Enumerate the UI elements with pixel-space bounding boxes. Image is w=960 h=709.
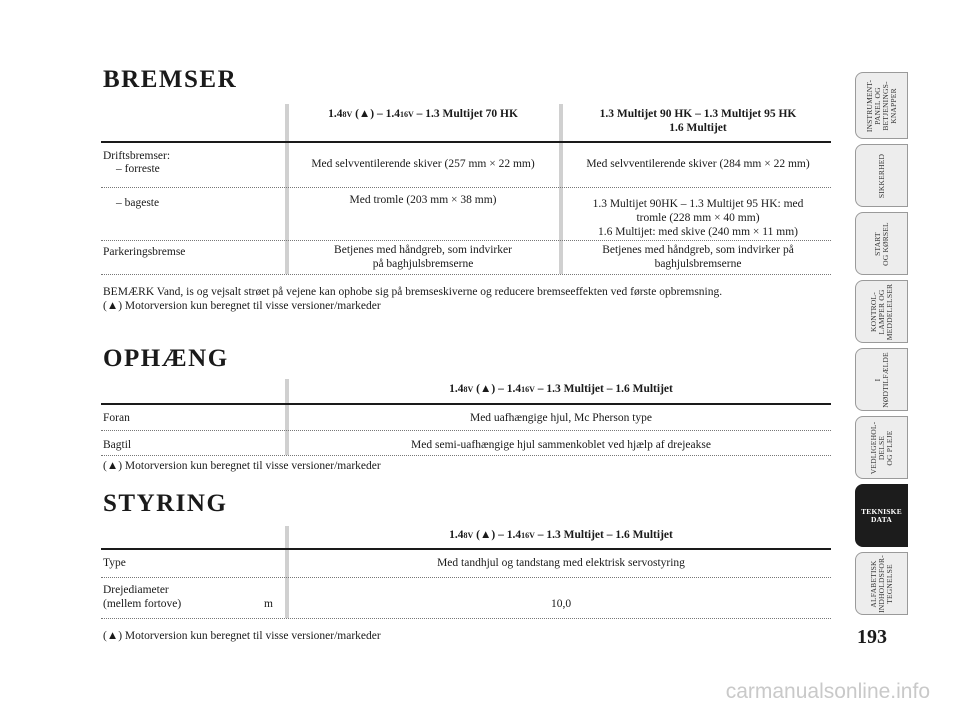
tab-start-og-koersel[interactable] <box>855 212 908 275</box>
ophaeng-row1-label: Foran <box>103 412 130 424</box>
header-rule <box>101 141 831 143</box>
bremser-row1-label: Driftsbremser: <box>103 150 171 162</box>
header-rule <box>101 403 831 405</box>
row-divider <box>101 577 831 578</box>
tab-sikkerhed[interactable] <box>855 144 908 207</box>
ophaeng-header: 1.48V (▲) – 1.416V – 1.3 Multijet – 1.6 Multijet <box>449 383 673 395</box>
bremser-row3-col2: Betjenes med håndgreb, som indvirker på baghjulsbremserne <box>602 244 794 270</box>
ophaeng-row2-label: Bagtil <box>103 439 132 451</box>
row-divider <box>101 240 831 241</box>
tab-i-noedtilfaelde[interactable] <box>855 348 908 411</box>
watermark: carmanualsonline.info <box>725 680 930 703</box>
tab-tekniske-data[interactable] <box>855 484 908 547</box>
bremser-row2-sub: – bageste <box>116 197 160 209</box>
styring-header: 1.48V (▲) – 1.416V – 1.3 Multijet – 1.6 Multijet <box>449 529 673 541</box>
section-title-styring: STYRING <box>103 490 228 517</box>
column-separator <box>285 104 289 274</box>
row-divider <box>101 274 831 275</box>
bremser-footnote: (▲) Motorversion kun beregnet til visse versioner/markeder <box>103 300 381 312</box>
bremser-col2-header: 1.3 Multijet 90 HK – 1.3 Multijet 95 HK 1.6 Multijet <box>599 108 797 134</box>
bremser-row1-col2: Med selvventilerende skiver (284 mm × 22 mm) <box>586 158 810 170</box>
column-separator <box>285 379 289 455</box>
bremser-row1-col1: Med selvventilerende skiver (257 mm × 22 mm) <box>311 158 535 170</box>
ophaeng-row1-value: Med uafhængige hjul, Mc Pherson type <box>469 412 653 424</box>
row-divider <box>101 430 831 431</box>
bremser-note: BEMÆRK Vand, is og vejsalt strøet på vejene kan ophobe sig på bremseskiverne og reducere bremseeffekten ved første opbremsning. <box>103 286 723 298</box>
tab-label: START OG KØRSEL <box>872 221 890 266</box>
tab-label: KONTROL- LAMPER OG MEDDELELSER <box>868 283 894 340</box>
page-number: 193 <box>857 626 887 648</box>
tab-alfabetisk-indhold[interactable] <box>855 552 908 615</box>
tab-label: SIKKERHED <box>876 153 886 198</box>
bremser-row1-sub: – forreste <box>116 163 160 175</box>
tab-kontrollamper[interactable] <box>855 280 908 343</box>
tab-label: VEDLIGEHOL- DELSE OG PLEJE <box>868 421 894 474</box>
tab-label: INSTRUMENT- PANEL OG BETJENINGS- KNAPPER <box>864 79 898 132</box>
bremser-row3-col1: Betjenes med håndgreb, som indvirker på baghjulsbremserne <box>334 244 512 270</box>
styring-row1-value: Med tandhjul og tandstang med elektrisk servostyring <box>437 557 685 569</box>
bremser-row2-col2: 1.3 Multijet 90HK – 1.3 Multijet 95 HK: med tromle (228 mm × 40 mm) 1.6 Multijet: med skive (240 mm × 11 mm) <box>592 198 804 238</box>
bremser-col1-header: 1.48V (▲) – 1.416V – 1.3 Multijet 70 HK <box>328 108 518 120</box>
tab-label: ALFABETISK INDHOLDSFOR- TEGNELSE <box>868 554 894 613</box>
row-divider <box>101 618 831 619</box>
tab-label: I NØDTILFÆLDE <box>872 351 890 408</box>
tab-vedligeholdelse[interactable] <box>855 416 908 479</box>
column-separator <box>285 526 289 618</box>
section-title-ophaeng: OPHÆNG <box>103 345 229 372</box>
styring-row2-label-cont: (mellem fortove) <box>103 598 182 610</box>
row-divider <box>101 187 831 188</box>
ophaeng-footnote: (▲) Motorversion kun beregnet til visse versioner/markeder <box>103 460 381 472</box>
bremser-row2-col1: Med tromle (203 mm × 38 mm) <box>349 194 497 206</box>
styring-row2-value: 10,0 <box>550 598 572 610</box>
ophaeng-row2-value: Med semi-uafhængige hjul sammenkoblet ved hjælp af drejeakse <box>411 439 711 451</box>
header-rule <box>101 548 831 550</box>
tab-label: TEKNISKE DATA <box>861 506 902 524</box>
styring-footnote: (▲) Motorversion kun beregnet til visse versioner/markeder <box>103 630 381 642</box>
styring-row2-unit: m <box>264 598 273 610</box>
column-separator <box>559 104 563 274</box>
bremser-row3-label: Parkeringsbremse <box>103 246 186 258</box>
row-divider <box>101 455 831 456</box>
styring-row1-label: Type <box>103 557 126 569</box>
tab-instrumentpanel[interactable] <box>855 72 908 139</box>
section-title-bremser: BREMSER <box>103 66 238 93</box>
styring-row2-label: Drejediameter <box>103 584 169 596</box>
